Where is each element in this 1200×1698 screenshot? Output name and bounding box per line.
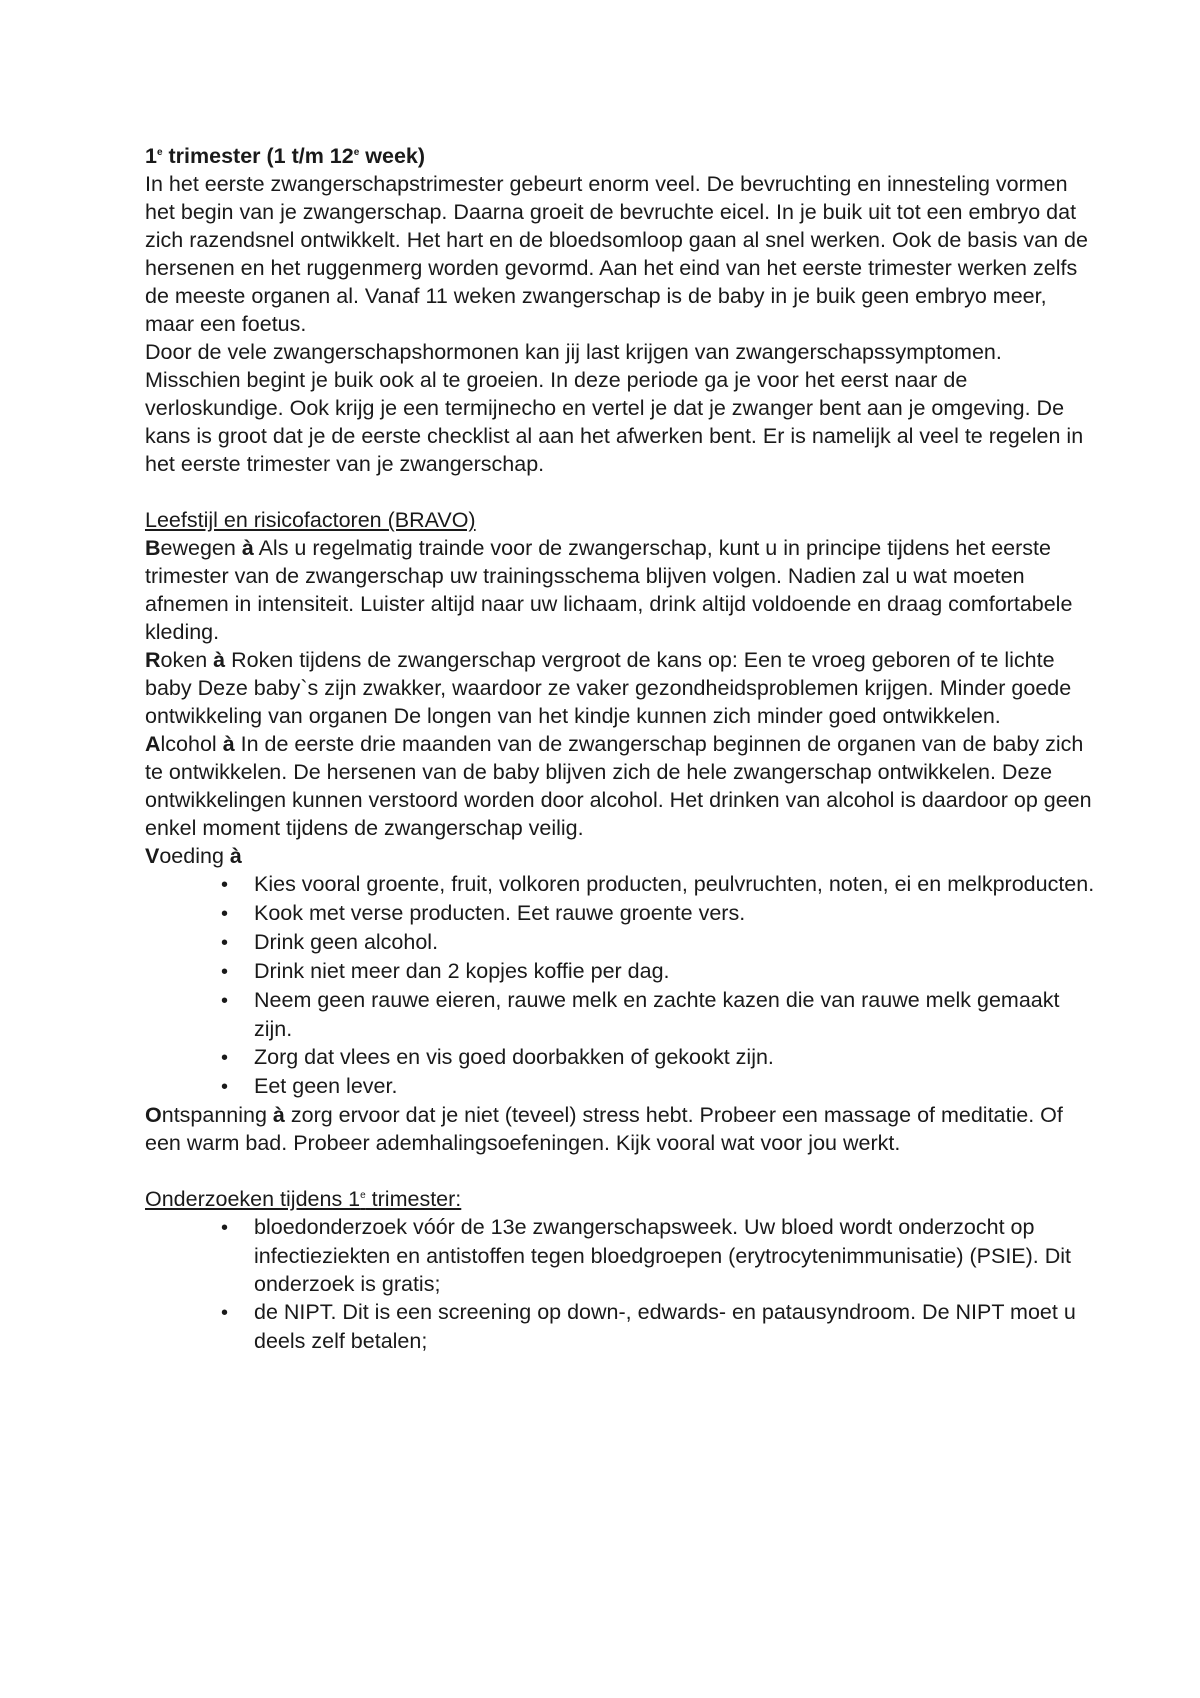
bullet-icon: • xyxy=(221,990,229,1012)
list-item xyxy=(145,1298,1095,1355)
list-item-text: Drink niet meer dan 2 kopjes koffie per dag. xyxy=(254,959,670,983)
list-item-text: Neem geen rauwe eieren, rauwe melk en zachte kazen die van rauwe melk gemaakt zijn. xyxy=(254,988,1060,1041)
list-item-text: Kook met verse producten. Eet rauwe groente vers. xyxy=(254,901,746,925)
heading-superscript: e xyxy=(353,146,360,158)
bullet-icon: • xyxy=(221,932,229,954)
lifestyle-roken xyxy=(145,646,1095,730)
bullet-icon: • xyxy=(221,874,229,896)
bullet-icon: • xyxy=(221,1076,229,1098)
heading-superscript: e xyxy=(156,146,163,158)
intro-paragraph-2: Door de vele zwangerschapshormonen kan jij last krijgen van zwangerschapssymptomen. Misschien begint je buik ook al te groeien. In deze periode ga je voor het eerst naar de verloskundige. Ook krijg je een termijnecho en vertel je dat je zwanger bent aan je omgeving. De kans is groot dat je de eerste checklist al aan het afwerken bent. Er is namelijk al veel te regelen in het eerste trimester van je zwangerschap. xyxy=(145,340,1084,476)
bravo-text: Als u regelmatig trainde voor de zwangerschap, kunt u in principe tijdens het eerste trimester van de zwangerschap uw trainingsschema blijven volgen. Nadien zal u wat moeten afnemen in intensiteit. Luister altijd naar uw lichaam, drink altijd voldoende en draag comfortabele kleding. xyxy=(145,536,1073,644)
bravo-initial: B xyxy=(145,536,161,560)
list-item xyxy=(145,899,1095,928)
intro-paragraph-1: In het eerste zwangerschapstrimester gebeurt enorm veel. De bevruchting en innesteling vormen het begin van je zwangerschap. Daarna groeit de bevruchte eicel. In je buik uit tot een embryo dat zich razendsnel ontwikkelt. Het hart en de bloedsomloop gaan al snel werken. Ook de basis van de hersenen en het ruggenmerg worden gevormd. Aan het eind van het eerste trimester werken zelfs de meeste organen al. Vanaf 11 weken zwangerschap is de baby in je buik geen embryo meer, maar een foetus. xyxy=(145,172,1088,336)
lifestyle-alcohol xyxy=(145,730,1095,842)
exams-heading xyxy=(145,1185,1095,1213)
list-item xyxy=(145,957,1095,986)
arrow-glyph: à xyxy=(229,844,242,868)
exams-list xyxy=(145,1213,1095,1355)
list-item-text: Eet geen lever. xyxy=(254,1074,398,1098)
bravo-word: oeding xyxy=(159,844,230,868)
arrow-glyph: à xyxy=(222,732,235,756)
list-item xyxy=(145,870,1095,899)
bullet-icon: • xyxy=(221,903,229,925)
bullet-icon: • xyxy=(221,961,229,983)
lifestyle-ontspanning xyxy=(145,1101,1095,1157)
blank-line xyxy=(145,1157,1095,1185)
heading-superscript: e xyxy=(360,1189,366,1201)
arrow-glyph: à xyxy=(241,536,254,560)
bullet-icon: • xyxy=(221,1302,229,1324)
heading-text: Onderzoeken tijdens 1 xyxy=(145,1187,361,1211)
lifestyle-heading: Leefstijl en risicofactoren (BRAVO) xyxy=(145,508,476,532)
list-item-text: bloedonderzoek vóór de 13e zwangerschapsweek. Uw bloed wordt onderzocht op infectieziekten en antistoffen tegen bloedgroepen (erytrocytenimmunisatie) (PSIE). Dit onderzoek is gratis; xyxy=(254,1215,1072,1296)
bravo-initial: R xyxy=(145,648,161,672)
bravo-word: oken xyxy=(160,648,214,672)
bravo-text: Roken tijdens de zwangerschap vergroot de kans op: Een te vroeg geboren of te lichte baby Deze baby`s zijn zwakker, waardoor ze vaker gezondheidsproblemen krijgen. Minder goede ontwikkeling van organen De longen van het kindje kunnen zich minder goed ontwikkelen. xyxy=(145,648,1072,728)
heading-text: week) xyxy=(359,144,426,168)
heading-text: 1 xyxy=(145,144,157,168)
arrow-glyph: à xyxy=(272,1103,285,1127)
bravo-initial: O xyxy=(145,1103,162,1127)
list-item xyxy=(145,928,1095,957)
list-item-text: Kies vooral groente, fruit, volkoren producten, peulvruchten, noten, ei en melkproducten. xyxy=(254,872,1095,896)
bravo-word: lcohol xyxy=(160,732,223,756)
bravo-initial: V xyxy=(145,844,160,868)
heading-text: trimester: xyxy=(365,1187,462,1211)
list-item-text: Drink geen alcohol. xyxy=(254,930,439,954)
bullet-icon: • xyxy=(221,1047,229,1069)
list-item xyxy=(145,1043,1095,1072)
bravo-text: In de eerste drie maanden van de zwangerschap beginnen de organen van de baby zich te ontwikkelen. De hersenen van de baby blijven zich de hele zwangerschap ontwikkelen. Deze ontwikkelingen kunnen verstoord worden door alcohol. Het drinken van alcohol is daardoor op geen enkel moment tijdens de zwangerschap veilig. xyxy=(145,732,1092,840)
list-item-text: Zorg dat vlees en vis goed doorbakken of gekookt zijn. xyxy=(254,1045,774,1069)
section-heading-first-trimester xyxy=(145,142,1095,170)
lifestyle-voeding xyxy=(145,842,1095,870)
document-page xyxy=(145,142,1095,1355)
bravo-word: ntspanning xyxy=(161,1103,273,1127)
heading-text: trimester (1 t/m 12 xyxy=(162,144,354,168)
list-item xyxy=(145,1213,1095,1298)
list-item xyxy=(145,1072,1095,1101)
bravo-text: zorg ervoor dat je niet (teveel) stress hebt. Probeer een massage of meditatie. Of een warm bad. Probeer ademhalingsoefeningen. Kijk vooral wat voor jou werkt. xyxy=(145,1103,1063,1155)
arrow-glyph: à xyxy=(213,648,226,672)
list-item-text: de NIPT. Dit is een screening op down-, edwards- en patausyndroom. De NIPT moet u deels zelf betalen; xyxy=(254,1300,1076,1353)
bravo-word: ewegen xyxy=(160,536,242,560)
blank-line xyxy=(145,478,1095,506)
bullet-icon: • xyxy=(221,1217,229,1239)
lifestyle-bewegen xyxy=(145,534,1095,646)
list-item xyxy=(145,986,1095,1043)
voeding-list xyxy=(145,870,1095,1101)
bravo-initial: A xyxy=(145,732,161,756)
